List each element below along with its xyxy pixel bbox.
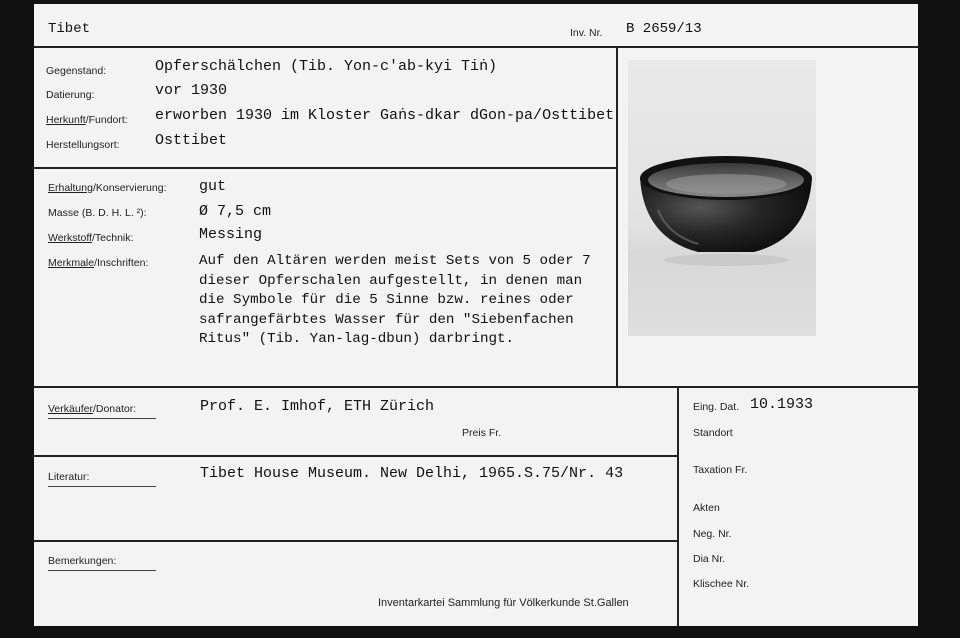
gegenstand-value: Opferschälchen (Tib. Yon-c'ab-kyi Tiṅ) <box>155 58 498 75</box>
merkmale-label <box>48 257 148 269</box>
werkstoff-value: Messing <box>199 226 263 243</box>
literatur-label: Literatur: <box>48 471 90 483</box>
klischee-nr-label: Klischee Nr. <box>693 578 750 590</box>
verkaeufer-label <box>48 403 136 415</box>
photo-divider <box>616 46 618 388</box>
literature-divider <box>34 540 677 542</box>
erhaltung-label-a: Erhaltung <box>48 182 93 194</box>
akten-label: Akten <box>693 502 720 514</box>
werkstoff-label <box>48 232 133 244</box>
werkstoff-label-b: /Technik: <box>91 232 134 244</box>
sidebar-divider <box>677 386 679 626</box>
herkunft-label <box>46 114 128 126</box>
verkaeufer-label-b: /Donator: <box>92 403 137 415</box>
inv-number: B 2659/13 <box>626 21 702 37</box>
werkstoff-label-a: Werkstoff <box>48 232 92 244</box>
datierung-label: Datierung: <box>46 89 95 101</box>
bemerkungen-label: Bemerkungen: <box>48 555 117 567</box>
erhaltung-label-b: /Konservierung: <box>92 182 167 194</box>
masse-value: Ø 7,5 cm <box>199 203 272 220</box>
bemerkungen-underline <box>48 570 156 571</box>
bowl-illustration <box>628 60 816 336</box>
herkunft-label-b: /Fundort: <box>85 114 128 126</box>
merkmale-label-b: /Inschriften: <box>94 257 149 269</box>
merkmale-line: Auf den Altären werden meist Sets von 5 oder 7 <box>199 253 591 269</box>
object-divider <box>34 167 616 169</box>
region-title: Tibet <box>48 21 91 37</box>
inventory-card <box>34 4 918 626</box>
seller-divider <box>34 455 677 457</box>
datierung-value: vor 1930 <box>155 82 228 99</box>
taxation-label: Taxation Fr. <box>693 464 748 476</box>
dia-nr-label: Dia Nr. <box>693 553 726 565</box>
herstellungsort-value: Osttibet <box>155 132 228 149</box>
erhaltung-value: gut <box>199 178 227 195</box>
merkmale-line: safrangefärbtes Wasser für den "Siebenfachen <box>199 311 574 328</box>
literatur-value: Tibet House Museum. New Delhi, 1965.S.75/Nr. 43 <box>200 465 624 482</box>
header-divider <box>34 46 918 48</box>
merkmale-label-a: Merkmale <box>48 257 95 269</box>
verkaeufer-label-a: Verkäufer <box>48 403 93 415</box>
herkunft-value: erworben 1930 im Kloster Gaṅs-dkar dGon-pa/Osttibet <box>155 107 615 124</box>
preis-label: Preis Fr. <box>462 427 502 439</box>
literatur-underline <box>48 486 156 487</box>
masse-label: Masse (B. D. H. L. ²): <box>48 207 147 219</box>
merkmale-line: Ritus" (Tib. Yan-lag-dbun) darbringt. <box>199 331 515 347</box>
bowl-photo <box>628 60 816 336</box>
condition-divider <box>34 386 918 388</box>
merkmale-text <box>199 252 591 350</box>
herkunft-label-a: Herkunft <box>46 114 86 126</box>
neg-nr-label: Neg. Nr. <box>693 528 732 540</box>
merkmale-line: dieser Opferschalen aufgestellt, in denen man <box>199 272 583 289</box>
merkmale-line: die Symbole für die 5 Sinne bzw. reines oder <box>199 292 574 308</box>
eing-dat-value: 10.1933 <box>750 396 814 413</box>
standort-label: Standort <box>693 427 733 439</box>
eing-dat-label: Eing. Dat. <box>693 401 740 413</box>
institution-footer: Inventarkartei Sammlung für Völkerkunde St.Gallen <box>378 597 629 609</box>
gegenstand-label: Gegenstand: <box>46 65 107 77</box>
herstellungsort-label: Herstellungsort: <box>46 139 120 151</box>
verkaeufer-value: Prof. E. Imhof, ETH Zürich <box>200 398 435 415</box>
erhaltung-label <box>48 182 167 194</box>
verkaeufer-underline <box>48 418 156 419</box>
inv-number-label: Inv. Nr. <box>570 27 603 39</box>
